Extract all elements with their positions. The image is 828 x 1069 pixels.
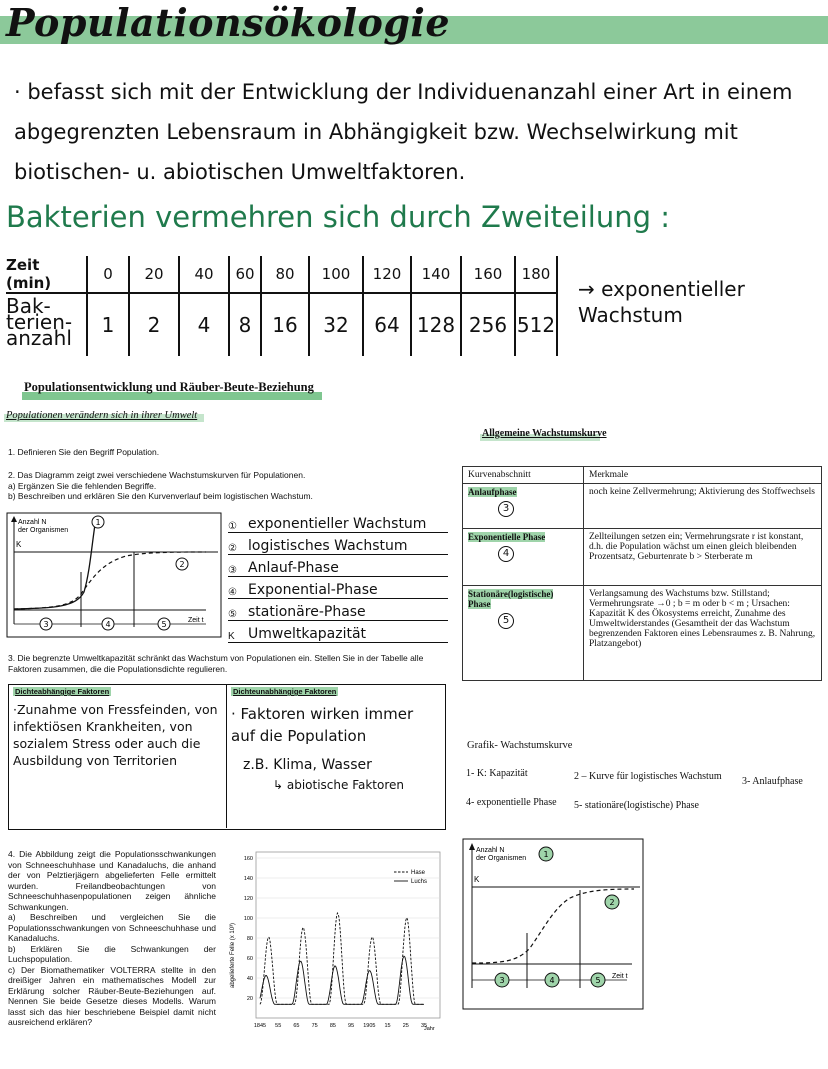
- x-tick-label: 35: [420, 1023, 428, 1029]
- y-axis-label: Anzahl N: [476, 847, 505, 854]
- phase-name: Stationäre(logistische) Phase: [468, 589, 554, 609]
- phase-name-cell: [463, 586, 584, 681]
- y-tick-label: 140: [243, 876, 253, 882]
- answer-num: ①: [228, 521, 237, 532]
- hare-series-line: [260, 913, 424, 1004]
- question-4: [8, 849, 216, 1028]
- phases-header-row: [463, 467, 822, 484]
- time-cell: 140: [411, 256, 461, 293]
- exponential-note: → exponentieller Wachstum: [578, 277, 745, 327]
- time-cell: 40: [179, 256, 229, 293]
- grafik-legend-3: 3- Anlaufphase: [742, 776, 803, 787]
- x-unit-label: Jahr: [424, 1026, 435, 1032]
- answer-list: [228, 512, 448, 644]
- question-2-line: 2. Das Diagramm zeigt zwei verschiedene Wachstumskurven für Populationen.: [8, 470, 306, 480]
- indep-line: auf die Population: [231, 727, 367, 745]
- growth-phases-table: [462, 466, 822, 681]
- phase-name: Exponentielle Phase: [468, 532, 546, 542]
- y-tick-label: 40: [246, 976, 253, 982]
- indep-line: · Faktoren wirken immer: [231, 705, 414, 723]
- y-axis-arrow: [469, 843, 475, 850]
- answer-num: K: [228, 631, 235, 642]
- grafik-legend-2: 2 – Kurve für logistisches Wachstum: [574, 771, 722, 782]
- phase-mark: 4: [498, 546, 514, 562]
- count-cell: 32: [309, 293, 363, 356]
- phase-row: [463, 586, 822, 681]
- answer-text: stationäre-Phase: [248, 604, 366, 620]
- question-1: 1. Definieren Sie den Begriff Population.: [8, 447, 160, 457]
- dep-line: Ausbildung von Territorien: [13, 753, 178, 768]
- phase-row: [463, 529, 822, 586]
- phase-mark: 3: [498, 501, 514, 517]
- x-tick-label: 65: [293, 1023, 300, 1029]
- answer-num: ⑤: [228, 609, 237, 620]
- count-cell: 16: [261, 293, 309, 356]
- count-cell: 128: [411, 293, 461, 356]
- question-3: 3. Die begrenzte Umweltkapazität schränkt das Wachstum von Populationen ein. Stellen Sie in der Tabelle alle Faktoren zusammen, die die Populationsdichte regulieren.: [8, 653, 424, 674]
- intro-text: · befasst sich mit der Entwicklung der Individuenanzahl einer Art in einem abgegrenzten Lebensraum in Abhängigkeit bzw. Wechselwirkung mit biotischen- u. abiotischen Umweltfaktoren.: [14, 80, 793, 184]
- dep-line: infektiösen Krankheiten, von: [13, 719, 193, 734]
- phase-text: noch keine Zellvermehrung; Aktivierung des Stoffwechsels: [584, 484, 822, 529]
- x-tick-label: 1905: [363, 1023, 376, 1029]
- legend-luchs: Luchs: [411, 879, 428, 885]
- worksheet-subtitle: Populationen verändern sich in ihrer Umwelt: [6, 410, 198, 421]
- time-row: [6, 256, 557, 293]
- x-axis-label: Zeit t: [612, 973, 628, 980]
- answer-text: Umweltkapazität: [248, 626, 367, 642]
- count-cell: 8: [229, 293, 261, 356]
- count-cell: 1: [87, 293, 129, 356]
- phases-title: Allgemeine Wachstumskurve: [482, 428, 607, 439]
- count-label: Bak- terien- anzahl: [6, 293, 87, 356]
- marker-4-label: 4: [105, 620, 111, 629]
- answer-num: ④: [228, 587, 237, 598]
- marker-2-label: 2: [179, 560, 185, 569]
- phase-name-cell: [463, 529, 584, 586]
- time-cell: 120: [363, 256, 411, 293]
- question-2-line: a) Ergänzen Sie die fehlenden Begriffe.: [8, 480, 157, 491]
- answer-text: exponentieller Wachstum: [248, 516, 427, 532]
- x-tick-label: 15: [384, 1023, 391, 1029]
- answer-row: [228, 512, 448, 533]
- x-tick-label: 25: [402, 1023, 409, 1029]
- phase-text: Verlangsamung des Wachstums bzw. Stillstand; Vermehrungsrate →0 ; b = m oder b < m ; Ursachen: Kapazität K des Ökosystems erreicht, Zunahme des Umweltwiderstandes (Gesamtheit der das Wachstum begrenzenden Faktoren eines Lebensraumes z. B. Nahrung, Platzangebot): [584, 586, 822, 681]
- phase-mark: 5: [498, 613, 514, 629]
- answer-text: Anlauf-Phase: [248, 560, 339, 576]
- count-cell: 64: [363, 293, 411, 356]
- y-tick-label: 80: [246, 936, 253, 942]
- phases-col2-header: Merkmale: [584, 467, 822, 484]
- question-4c: c) Der Biomathematiker VOLTERRA stellte in den dreißiger Jahren ein mathematisches Modell zur Erklärung solcher Räuber-Beute-Beziehungen auf. Nennen Sie beide Gesetze dieses Modells. Warum lasst sich das hier beschriebene Beispiel damit nicht ausreichend erklären?: [8, 964, 216, 1027]
- dep-line: ·Zunahme von Fressfeinden, von: [13, 702, 218, 717]
- factor-divider: [226, 684, 227, 828]
- marker-1-label: 1: [543, 850, 549, 859]
- answer-row: [228, 578, 448, 599]
- answer-text: logistisches Wachstum: [248, 538, 408, 554]
- answer-num: ③: [228, 565, 237, 576]
- time-cell: 80: [261, 256, 309, 293]
- grafik-title: Grafik- Wachstumskurve: [467, 740, 573, 751]
- answer-text: Exponential-Phase: [248, 582, 378, 598]
- indep-factors-text: [231, 703, 441, 747]
- bacteria-growth-table: [6, 256, 558, 356]
- count-row: [6, 293, 557, 356]
- k-label: K: [16, 540, 22, 549]
- indep-factors-header: Dichteunabhängige Faktoren: [233, 687, 337, 696]
- grafik-legend-1: 1- K: Kapazität: [466, 768, 528, 779]
- count-cell: 2: [129, 293, 179, 356]
- phases-col1-header: Kurvenabschnitt: [463, 467, 584, 484]
- page-title: Populationsökologie: [6, 0, 450, 45]
- y-tick-label: 60: [246, 956, 253, 962]
- phase-row: [463, 484, 822, 529]
- question-4a: a) Beschreiben und vergleichen Sie die Populationsschwankungen von Schneeschuhhase und Kanadaluchs.: [8, 912, 216, 943]
- time-cell: 180: [515, 256, 557, 293]
- marker-4-label: 4: [549, 976, 555, 985]
- worksheet-title: Populationsentwicklung und Räuber-Beute-Beziehung: [24, 380, 314, 394]
- time-cell: 20: [129, 256, 179, 293]
- lynx-hare-chart: [226, 848, 442, 1034]
- x-tick-label: 85: [329, 1023, 336, 1029]
- question-4-intro: 4. Die Abbildung zeigt die Populationsschwankungen von Schneeschuhhase und Kanadaluchs, die anhand der von Pelztierjägern abgelieferten Felle ermittelt wurden. Freilandbeobachtungen von Schneeschuhhasenpopulationen zeigen ähnliche Schwankungen.: [8, 849, 216, 912]
- growth-curve-chart: [6, 512, 222, 638]
- y-tick-label: 20: [246, 996, 253, 1002]
- y-axis-label: abgelieferte Felle (x 10³): [230, 922, 236, 988]
- answer-row: [228, 622, 448, 643]
- count-cell: 256: [461, 293, 515, 356]
- k-label: K: [474, 875, 480, 884]
- marker-3-label: 3: [43, 620, 49, 629]
- grafik-legend-4: 4- exponentielle Phase: [466, 797, 557, 808]
- bakterien-heading: Bakterien vermehren sich durch Zweiteilung :: [6, 200, 670, 234]
- y-axis-label: Anzahl N: [18, 519, 47, 526]
- answer-num: ②: [228, 543, 237, 554]
- grafik-legend-5: 5- stationäre(logistische) Phase: [574, 800, 699, 811]
- phase-name: Anlaufphase: [468, 487, 517, 497]
- x-tick-label: 95: [348, 1023, 355, 1029]
- marker-5-label: 5: [595, 976, 601, 985]
- plot-frame: [256, 852, 440, 1018]
- phase-text: Zellteilungen setzen ein; Vermehrungsrate r ist konstant, d.h. die Population wächst um einen gleich bleibenden Prozentsatz, Geburtenrate b > Sterberate m: [584, 529, 822, 586]
- y-axis-label: der Organismen: [476, 855, 527, 862]
- y-ticks: [244, 856, 253, 1002]
- x-tick-label: 55: [275, 1023, 282, 1029]
- x-ticks: [254, 1023, 427, 1029]
- marker-2-label: 2: [609, 898, 615, 907]
- indep-example: z.B. Klima, Wasser: [243, 757, 372, 773]
- indep-abiotic: ↳ abiotische Faktoren: [273, 778, 405, 792]
- phase-name-cell: [463, 484, 584, 529]
- count-cell: 512: [515, 293, 557, 356]
- time-cell: 160: [461, 256, 515, 293]
- dep-factors-text: [13, 701, 229, 769]
- factor-table: [8, 684, 446, 830]
- x-axis-label: Zeit t: [188, 617, 204, 624]
- y-axis-arrow: [11, 516, 17, 522]
- answer-row: [228, 600, 448, 621]
- question-2: [8, 470, 358, 502]
- marker-1-label: 1: [95, 518, 101, 527]
- question-4b: b) Erklären Sie die Schwankungen der Luchspopulation.: [8, 943, 216, 964]
- question-2-line: b) Beschreiben und erklären Sie den Kurvenverlauf beim logistischen Wachstum.: [8, 491, 313, 501]
- dep-factors-header: Dichteabhängige Faktoren: [15, 687, 110, 696]
- dep-line: sozialem Stress oder auch die: [13, 736, 201, 751]
- y-axis-label: der Organismen: [18, 527, 69, 534]
- marker-3-label: 3: [499, 976, 505, 985]
- y-tick-label: 160: [243, 856, 253, 862]
- y-tick-label: 120: [243, 896, 253, 902]
- x-tick-label: 1845: [253, 1023, 267, 1029]
- time-cell: 60: [229, 256, 261, 293]
- x-tick-label: 75: [311, 1023, 318, 1029]
- grafik-growth-chart: [462, 838, 644, 1010]
- count-cell: 4: [179, 293, 229, 356]
- time-cell: 0: [87, 256, 129, 293]
- answer-row: [228, 534, 448, 555]
- answer-row: [228, 556, 448, 577]
- marker-5-label: 5: [161, 620, 167, 629]
- time-cell: 100: [309, 256, 363, 293]
- time-label: Zeit (min): [6, 256, 87, 293]
- y-tick-label: 100: [243, 916, 253, 922]
- legend-hare: Hase: [411, 870, 426, 876]
